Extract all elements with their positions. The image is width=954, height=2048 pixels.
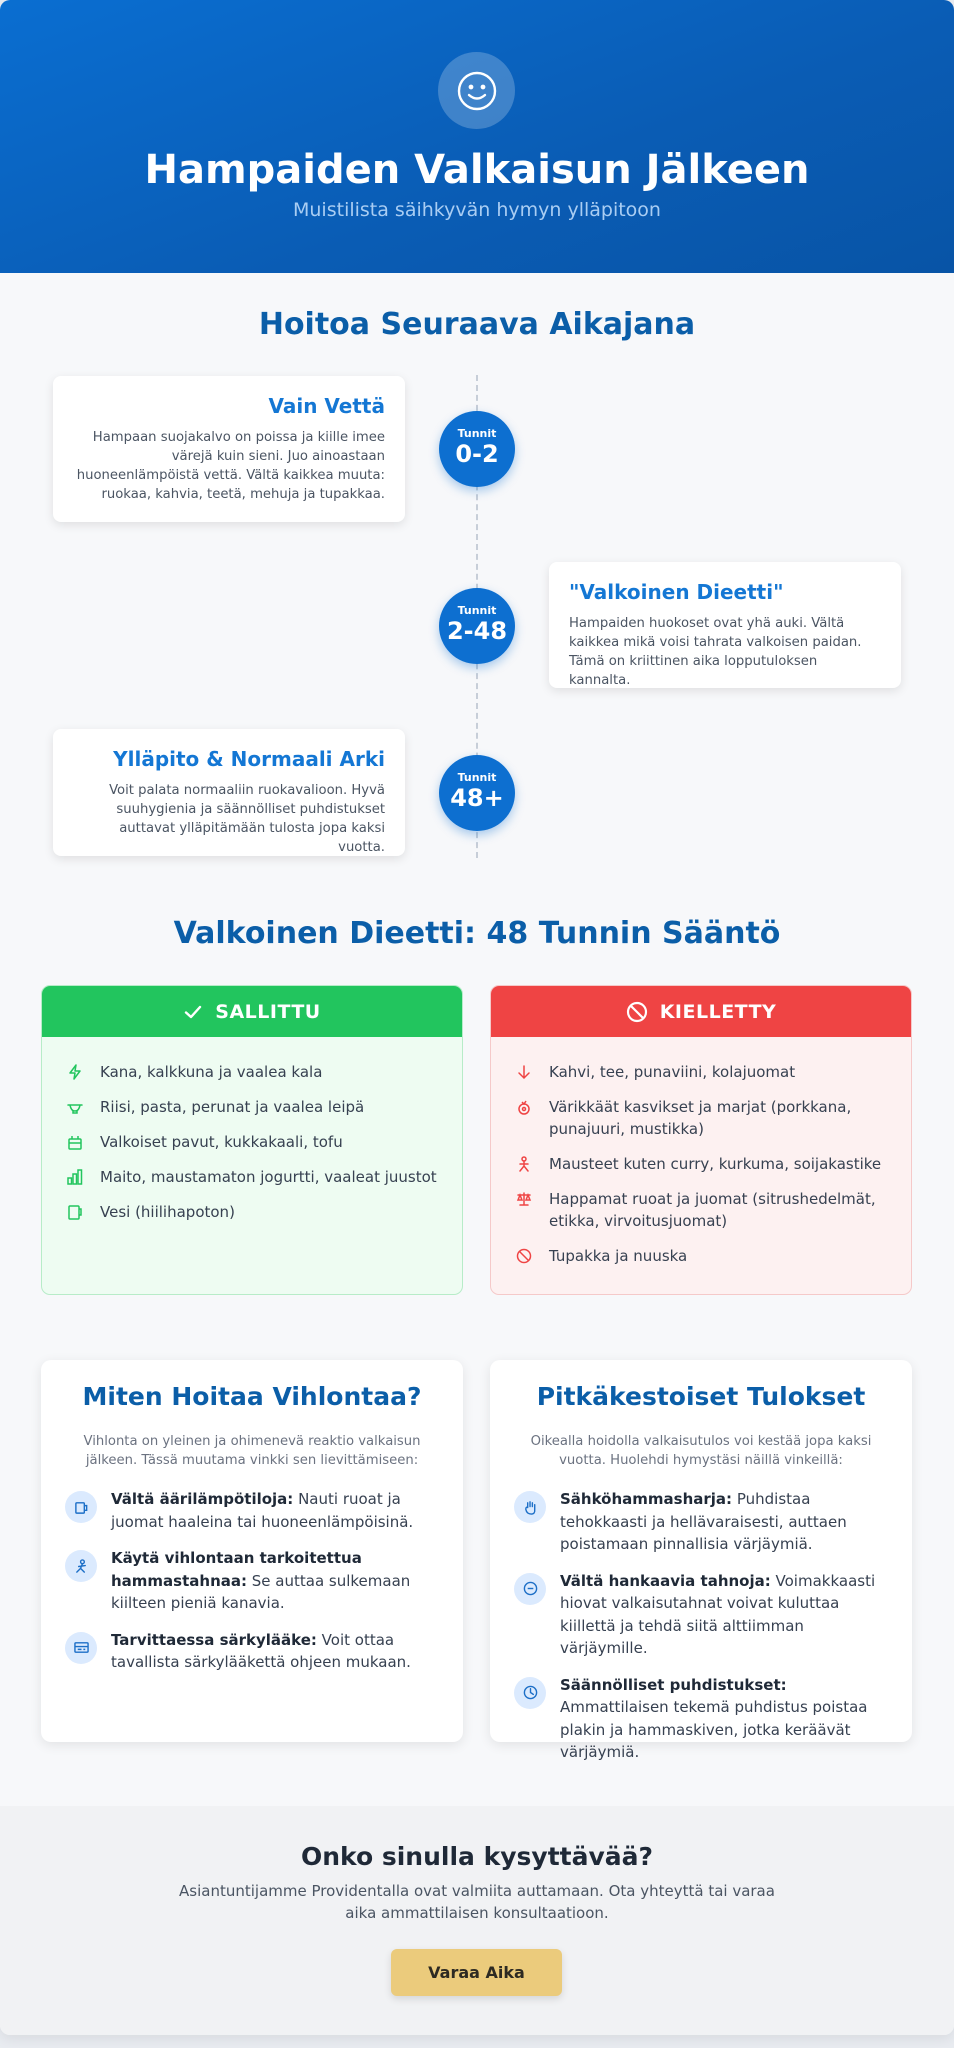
list-item: Happamat ruoat ja juomat (sitrushedelmät, etikka, virvoitusjuomat) [516, 1188, 911, 1232]
timeline-badge-0-2 [439, 411, 515, 487]
berry-icon [516, 1096, 536, 1118]
timeline-card-48-plus [53, 729, 405, 856]
arrow-down-icon [516, 1061, 536, 1083]
longterm-title: Pitkäkestoiset Tulokset [536, 1382, 866, 1411]
bolt-icon [67, 1061, 87, 1083]
spice-icon [516, 1153, 536, 1175]
check-icon [183, 1002, 203, 1022]
longterm-intro: Oikealla hoidolla valkaisutulos voi kestää jopa kaksi vuotta. Huolehdi hymystäsi näillä vinkeillä: [530, 1434, 872, 1468]
tip-item: Käytä vihlontaan tarkoitettua hammastahnaa: Se auttaa sulkemaan kiilteen pieniä kanavia. [65, 1547, 445, 1615]
diet-title: Valkoinen Dieetti: 48 Tunnin Sääntö [173, 916, 781, 951]
tip-item: Vältä hankaavia tahnoja: Voimakkaasti hiovat valkaisutahnat voivat kuluttaa kiillettä ja tehdä siitä alttiimman värjäymille. [514, 1570, 894, 1660]
person-icon [65, 1550, 97, 1582]
timeline-title: Hoitoa Seuraava Aikajana [258, 307, 696, 342]
timeline-card-0-2 [53, 376, 405, 522]
badge-hours: 2-48 [446, 617, 508, 645]
contact-title: Onko sinulla kysyttävää? [300, 1842, 654, 1871]
ban-icon [516, 1245, 536, 1267]
list-item: Riisi, pasta, perunat ja vaalea leipä [67, 1096, 462, 1118]
sensitivity-tips [65, 1488, 445, 1688]
tip-item: Säännölliset puhdistukset: Ammattilaisen tekemä puhdistus poistaa plakin ja hammaskiven, jotka keräävät värjäymiä. [514, 1674, 894, 1764]
timeline-badge-48-plus [439, 755, 515, 831]
hand-icon [514, 1491, 546, 1523]
allowed-list [42, 1037, 462, 1223]
timeline-badge-2-48 [439, 588, 515, 664]
tip-item: Vältä äärilämpötiloja: Nauti ruoat ja juomat haaleina tai huoneenlämpöisinä. [65, 1488, 445, 1533]
book-appointment-button[interactable]: Varaa Aika [391, 1949, 562, 1996]
clock-icon [514, 1677, 546, 1709]
timeline-card-2-48 [549, 562, 901, 688]
badge-label: Tunnit [457, 604, 497, 617]
timeline-step-text: Hampaan suojakalvo on poissa ja kiille imee värejä kuin sieni. Juo ainoastaan huoneenlämpöistä vettä. Vältä kaikkea muuta: ruokaa, kahvia, teetä, mehuja ja tupakkaa. [76, 430, 385, 502]
page-subtitle: Muistilista säihkyvän hymyn ylläpitoon [293, 199, 661, 221]
bowl-icon [67, 1096, 87, 1118]
timeline-step-title: "Valkoinen Dieetti" [569, 580, 784, 604]
glass-icon [67, 1201, 87, 1223]
allowed-label: SALLITTU [215, 1000, 321, 1023]
cup-icon [65, 1491, 97, 1523]
longterm-card [490, 1360, 912, 1761]
bars-icon [67, 1166, 87, 1188]
longterm-tips [514, 1488, 894, 1778]
timeline-step-text: Voit palata normaaliin ruokavalioon. Hyvä suuhygienia ja säännölliset puhdistukset auttavat ylläpitämään tulosta jopa kaksi vuotta. [109, 783, 385, 855]
page-title: Hampaiden Valkaisun Jälkeen [144, 147, 810, 193]
forbidden-panel [490, 985, 912, 1295]
allowed-panel [41, 985, 463, 1295]
sensitivity-card [41, 1360, 463, 1742]
sensitivity-title: Miten Hoitaa Vihlontaa? [82, 1382, 422, 1411]
tip-item: Sähköhammasharja: Puhdistaa tehokkaasti ja hellävaraisesti, auttaen poistamaan pinnallisia värjäymiä. [514, 1488, 894, 1556]
list-item: Valkoiset pavut, kukkakaali, tofu [67, 1131, 462, 1153]
timeline-step-text: Hampaiden huokoset ovat yhä auki. Vältä kaikkea mikä voisi tahrata valkoisen paidan. Tämä on kriittinen aika lopputuloksen kannalta. [569, 616, 862, 688]
list-item: Maito, maustamaton jogurtti, vaaleat juustot [67, 1166, 462, 1188]
timeline-step-title: Ylläpito & Normaali Arki [113, 747, 385, 771]
list-item: Mausteet kuten curry, kurkuma, soijakastike [516, 1153, 911, 1175]
hero-header [0, 0, 954, 273]
contact-section [0, 1806, 954, 2035]
tip-item: Tarvittaessa särkylääke: Voit ottaa tavallista särkylääkettä ohjeen mukaan. [65, 1629, 445, 1674]
list-item: Vesi (hiilihapoton) [67, 1201, 462, 1223]
ban-icon [626, 1001, 648, 1023]
forbidden-label: KIELLETTY [659, 1000, 777, 1023]
badge-label: Tunnit [457, 427, 497, 440]
list-item: Kana, kalkkuna ja vaalea kala [67, 1061, 462, 1083]
forbidden-list [491, 1037, 911, 1267]
list-item: Tupakka ja nuuska [516, 1245, 911, 1267]
badge-hours: 0-2 [455, 440, 499, 468]
forbidden-header [491, 986, 911, 1037]
allowed-header [42, 986, 462, 1037]
minus-circle-icon [514, 1573, 546, 1605]
container-icon [67, 1131, 87, 1153]
list-item: Kahvi, tee, punaviini, kolajuomat [516, 1061, 911, 1083]
badge-hours: 48+ [450, 784, 504, 812]
smile-icon [438, 52, 515, 129]
sensitivity-intro: Vihlonta on yleinen ja ohimenevä reaktio valkaisun jälkeen. Tässä muutama vinkki sen lievittämiseen: [83, 1434, 421, 1468]
pill-card-icon [65, 1632, 97, 1664]
contact-text: Asiantuntijamme Providentalla ovat valmiita auttamaan. Ota yhteyttä tai varaa aika ammattilaisen konsultaatioon. [179, 1882, 775, 1922]
timeline-step-title: Vain Vettä [268, 394, 385, 418]
list-item: Värikkäät kasvikset ja marjat (porkkana, punajuuri, mustikka) [516, 1096, 911, 1140]
scale-icon [516, 1188, 536, 1210]
badge-label: Tunnit [457, 771, 497, 784]
